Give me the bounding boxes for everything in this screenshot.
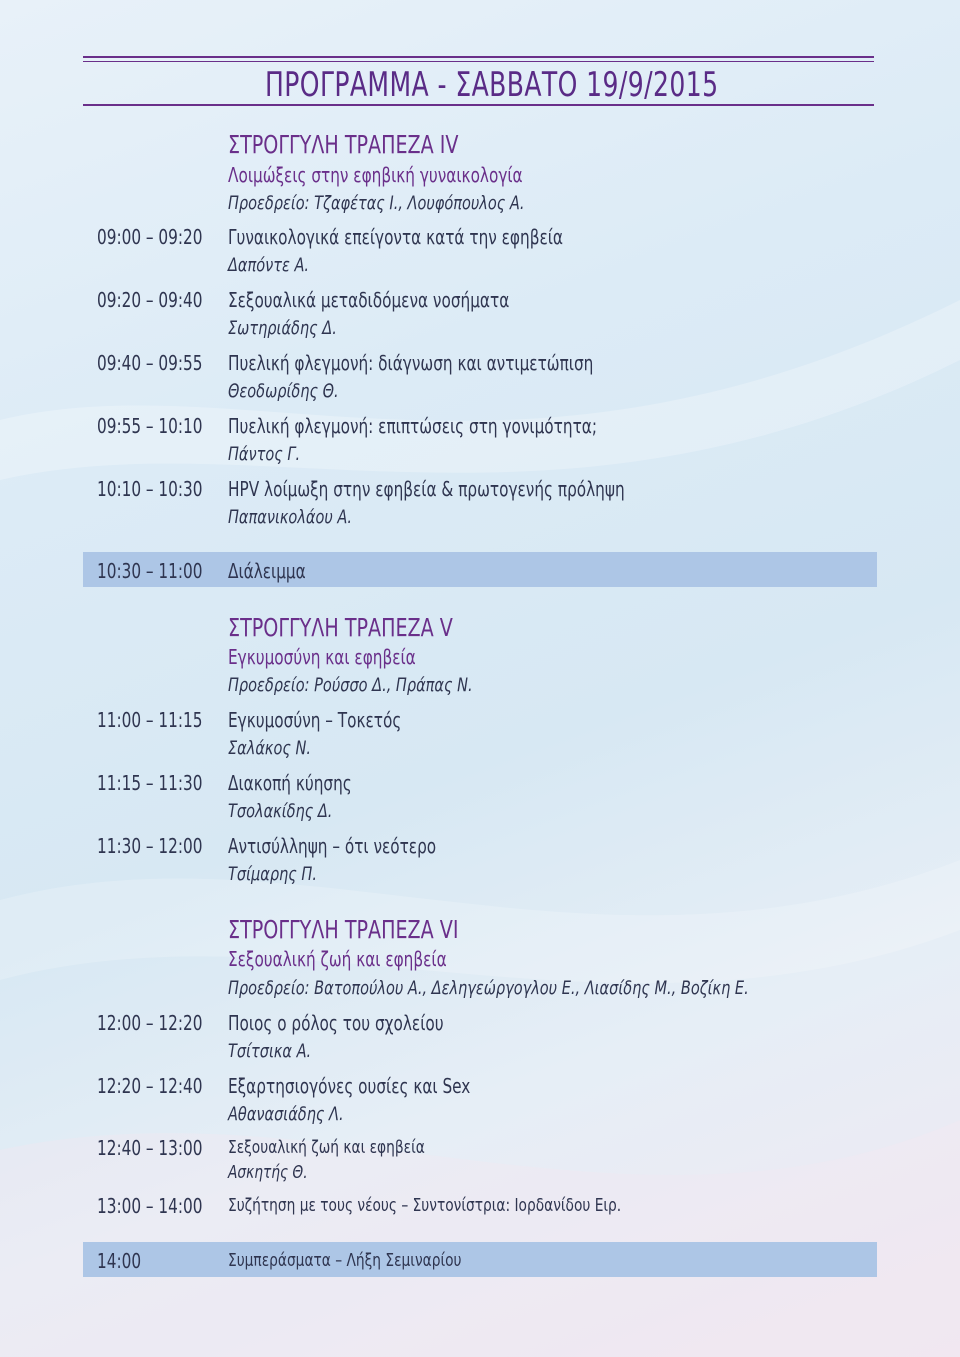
talk-speaker: Δαπόντε Α.: [228, 254, 310, 276]
talk-title: Συζήτηση με τους νέους – Συντονίστρια: Ιορδανίδου Ειρ.: [228, 1195, 622, 1216]
talk-time: 09:00 – 09:20: [97, 225, 203, 249]
talk-title: Αντισύλληψη – ότι νεότερο: [228, 834, 437, 858]
talk-speaker: Τσίμαρης Π.: [228, 863, 317, 885]
talk-title: HPV λοίμωξη στην εφηβεία & πρωτογενής πρόληψη: [228, 477, 625, 501]
session-topic: Εγκυμοσύνη και εφηβεία: [228, 645, 416, 669]
talk-title: Διακοπή κύησης: [228, 771, 352, 795]
talk-speaker: Τσίτσικα Α.: [228, 1040, 312, 1062]
session-topic: Σεξουαλική ζωή και εφηβεία: [228, 947, 447, 971]
closing-label: Συμπεράσματα – Λήξη Σεμιναρίου: [228, 1250, 462, 1271]
talk-speaker: Θεοδωρίδης Θ.: [228, 380, 339, 402]
talk-time: 09:40 – 09:55: [97, 351, 203, 375]
talk-time: 11:00 – 11:15: [97, 708, 203, 732]
talk-title: Ποιος ο ρόλος του σχολείου: [228, 1011, 444, 1035]
talk-time: 12:00 – 12:20: [97, 1011, 203, 1035]
talk-time: 09:20 – 09:40: [97, 288, 203, 312]
closing-time: 14:00: [97, 1249, 142, 1273]
talk-speaker: Σαλάκος Ν.: [228, 737, 312, 759]
session-chairs: Προεδρείο: Βατοπούλου Α., Δεληγεώργογλου Ε., Λιασίδης Μ., Βοζίκη Ε.: [228, 977, 749, 999]
talk-title: Σεξουαλικά μεταδιδόμενα νοσήματα: [228, 288, 510, 312]
talk-time: 12:40 – 13:00: [97, 1136, 203, 1160]
header-double-rule: [83, 56, 874, 62]
session-heading: ΣΤΡΟΓΓΥΛΗ ΤΡΑΠΕΖΑ V: [228, 613, 453, 642]
session-chairs: Προεδρείο: Τζαφέτας Ι., Λουφόπουλος Α.: [228, 192, 525, 214]
talk-time: 09:55 – 10:10: [97, 414, 203, 438]
page-title: ΠΡΟΓΡΑΜΜΑ - ΣΑΒΒΑΤΟ 19/9/2015: [265, 65, 719, 105]
talk-speaker: Σωτηριάδης Δ.: [228, 317, 337, 339]
talk-speaker: Τσολακίδης Δ.: [228, 800, 333, 822]
talk-title: Εξαρτησιογόνες ουσίες και Sex: [228, 1074, 471, 1098]
talk-title: Σεξουαλική ζωή και εφηβεία: [228, 1137, 425, 1158]
talk-time: 11:15 – 11:30: [97, 771, 203, 795]
talk-speaker: Παπανικολάου Α.: [228, 506, 352, 528]
talk-title: Πυελική φλεγμονή: διάγνωση και αντιμετώπιση: [228, 351, 594, 375]
session-heading: ΣΤΡΟΓΓΥΛΗ ΤΡΑΠΕΖΑ VI: [228, 915, 459, 944]
talk-title: Γυναικολογικά επείγοντα κατά την εφηβεία: [228, 225, 564, 249]
break-time: 10:30 – 11:00: [97, 559, 203, 583]
talk-speaker: Ασκητής Θ.: [228, 1162, 308, 1183]
talk-title: Εγκυμοσύνη – Τοκετός: [228, 708, 402, 732]
session-topic: Λοιμώξεις στην εφηβική γυναικολογία: [228, 163, 523, 187]
closing-band: [83, 1242, 877, 1277]
session-heading: ΣΤΡΟΓΓΥΛΗ ΤΡΑΠΕΖΑ IV: [228, 130, 459, 159]
talk-speaker: Αθανασιάδης Λ.: [228, 1103, 344, 1125]
break-label: Διάλειμμα: [228, 559, 306, 583]
talk-time: 11:30 – 12:00: [97, 834, 203, 858]
header-underline: [83, 104, 874, 106]
session-chairs: Προεδρείο: Ρούσσο Δ., Πράπας Ν.: [228, 674, 473, 696]
talk-time: 10:10 – 10:30: [97, 477, 203, 501]
talk-title: Πυελική φλεγμονή: επιπτώσεις στη γονιμότητα;: [228, 414, 598, 438]
talk-speaker: Πάντος Γ.: [228, 443, 301, 465]
talk-time: 12:20 – 12:40: [97, 1074, 203, 1098]
talk-time: 13:00 – 14:00: [97, 1194, 203, 1218]
